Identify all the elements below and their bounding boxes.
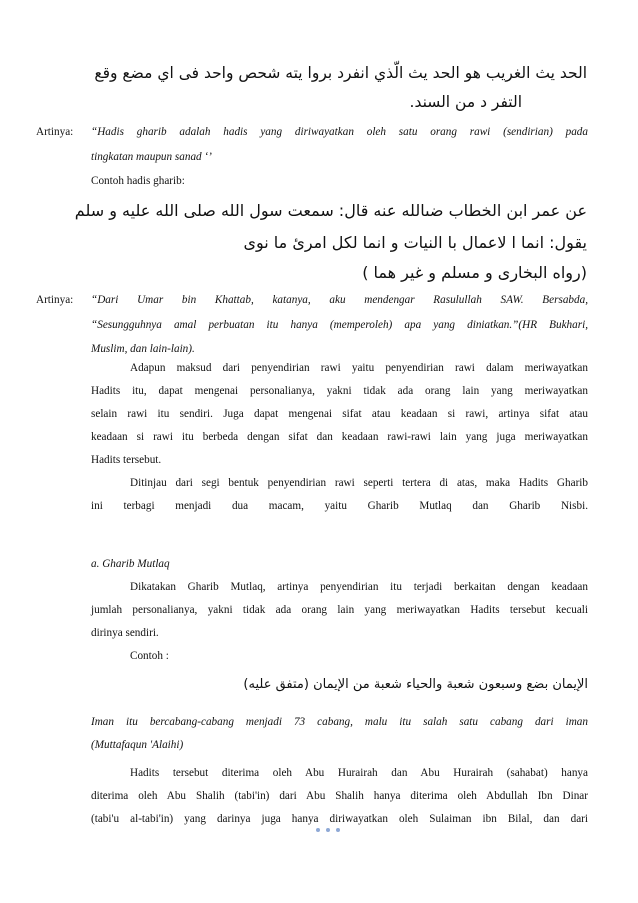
arabic-definition-line-1: الحد يث الغريب هو الحد يث الّذي انفرد بروا يته شحص واحد فى اي مضع وقع <box>94 64 587 82</box>
para1-line-1: Adapun maksud dari penyendirian rawi yaitu penyendirian rawi dalam meriwayatkan <box>130 362 588 374</box>
artinya-label-2: Artinya: <box>36 294 74 306</box>
section-a-line-1: Dikatakan Gharib Mutlaq, artinya penyendirian itu terjadi berkaitan dengan keadaan <box>130 581 588 593</box>
dot-icon <box>316 828 320 832</box>
translation-3-line-2: (Muttafaqun 'Alaihi) <box>91 739 184 751</box>
translation-3-line-1: Iman itu bercabang-cabang menjadi 73 cabang, malu itu salah satu cabang dari iman <box>91 716 588 728</box>
translation-1-line-2: tingkatan maupun sanad ‘’ <box>91 151 212 163</box>
arabic-hadith-source: (رواه البخارى و مسلم و غير هما ) <box>362 263 587 282</box>
section-a-line-3: dirinya sendiri. <box>91 627 159 639</box>
para2-line-2: ini terbagi menjadi dua macam, yaitu Gharib Mutlaq dan Gharib Nisbi. <box>91 500 588 512</box>
translation-2-line-3: Muslim, dan lain-lain). <box>91 343 195 355</box>
para3-line-2: diterima oleh Abu Shalih (tabi'in) dari Abu Shalih hanya diterima oleh Abdullah Ibn Dinar <box>91 790 588 802</box>
arabic-definition-line-2: التفر د من السند. <box>409 93 522 111</box>
contoh-heading: Contoh hadis gharib: <box>91 175 185 187</box>
artinya-label-1: Artinya: <box>36 126 74 138</box>
translation-2-line-2: “Sesungguhnya amal perbuatan itu hanya (memperoleh) apa yang diniatkan.”(HR Bukhari, <box>91 319 588 331</box>
arabic-hadith-line-1: عن عمر ابن الخطاب ضىالله عنه قال: سمعت سول الله صلى الله عليه و سلم <box>74 201 587 220</box>
contoh-label: Contoh : <box>130 650 169 662</box>
more-pages-dots-icon <box>314 825 344 835</box>
translation-1-line-1: “Hadis gharib adalah hadis yang diriwayatkan oleh satu orang rawi (sendirian) pada <box>91 126 588 138</box>
para1-line-5: Hadits tersebut. <box>91 454 162 466</box>
para1-line-2: Hadits itu, dapat mengenai personalianya, yakni tidak ada orang lain yang meriwayatkan <box>91 385 588 397</box>
dot-icon <box>336 828 340 832</box>
para3-line-1: Hadits tersebut diterima oleh Abu Hurairah dan Abu Hurairah (sahabat) hanya <box>130 767 588 779</box>
translation-2-line-1: “Dari Umar bin Khattab, katanya, aku mendengar Rasulullah SAW. Bersabda, <box>91 294 588 306</box>
section-a-line-2: jumlah personalianya, yakni tidak ada orang lain yang meriwayatkan Hadits tersebut kecuali <box>91 604 588 616</box>
arabic-example-hadith: الإيمان بضع وسبعون شعبة والحياء شعبة من الإيمان (متفق عليه) <box>243 677 588 692</box>
para1-line-4: keadaan si rawi itu berbeda dengan sifat dan keadaan rawi-rawi lain yang juga meriwayatkan <box>91 431 588 443</box>
section-heading-gharib-mutlaq: a. Gharib Mutlaq <box>91 558 170 570</box>
dot-icon <box>326 828 330 832</box>
para2-line-1: Ditinjau dari segi bentuk penyendirian rawi seperti tertera di atas, maka Hadits Gharib <box>130 477 588 489</box>
para3-line-3: (tabi'u al-tabi'in) yang darinya juga hanya diriwayatkan oleh Sulaiman ibn Bilal, dan dari <box>91 813 588 825</box>
arabic-hadith-line-2: يقول: انما ا لاعمال با النيات و انما لكل امرئ ما نوى <box>243 233 587 252</box>
para1-line-3: selain rawi itu sendiri. Juga dapat mengenai sifat atau keadaan si rawi, artinya sifat atau <box>91 408 588 420</box>
